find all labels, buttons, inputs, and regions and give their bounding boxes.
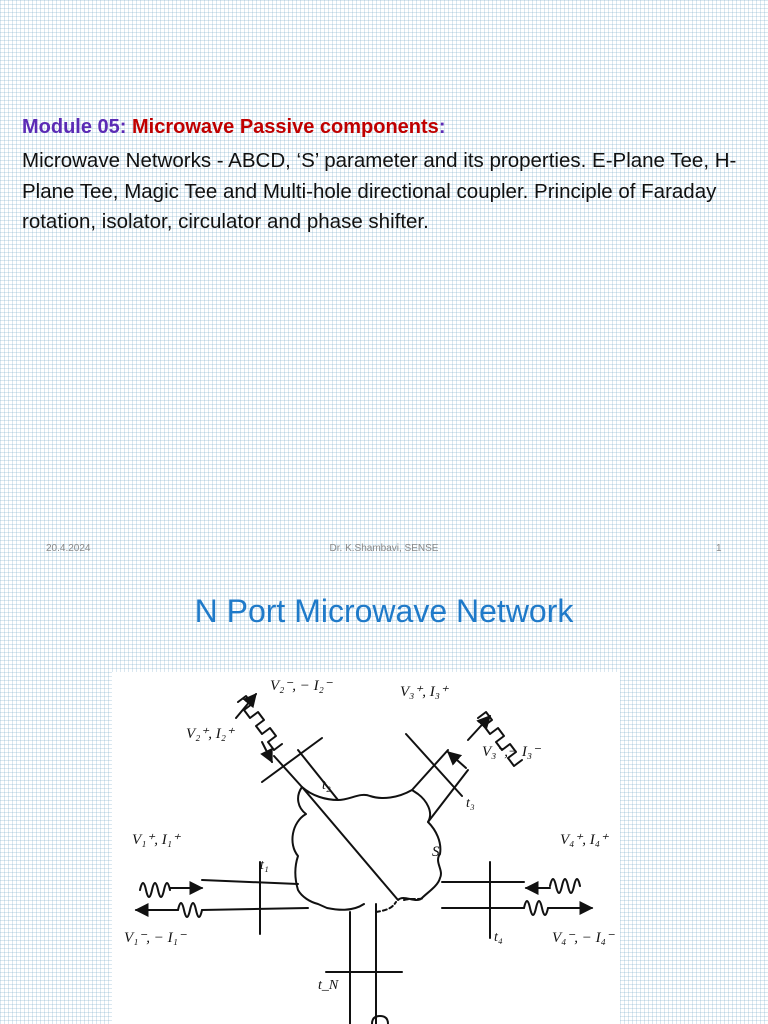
module-description: Microwave Networks - ABCD, ‘S’ parameter and its properties. E-Plane Tee, H-Plane Tee, Magic Tee and Multi-hole directional coupler. Principle of Faraday rotation, isolator, circulator and phase shifter.: [22, 149, 737, 233]
network-outline: [292, 787, 441, 910]
t2-label: t₂: [322, 778, 331, 793]
slide-2: [0, 576, 768, 1024]
port1-reflected-label: V₁⁻, − I₁⁻: [124, 930, 186, 946]
port2-incident-label: V₂⁺, I₂⁺: [186, 726, 234, 742]
port4-wave-reflected: [524, 901, 548, 915]
port3-reflected-label: V₃⁻,− I₃⁻: [482, 744, 541, 760]
port2-line-b: [298, 750, 338, 800]
port3-line-a: [412, 750, 448, 790]
port3-incident-arrow: [448, 752, 466, 768]
t3-label: t₃: [466, 796, 475, 811]
port4-incident-label: V₄⁺, I₄⁺: [560, 832, 608, 848]
module-title: Microwave Passive components: [132, 116, 439, 138]
module-heading: [22, 116, 445, 139]
module-label: Module 05:: [22, 116, 127, 138]
port1-line-a: [202, 880, 298, 884]
port2-wave: [238, 696, 282, 750]
portN-wave: [372, 1016, 388, 1024]
port1-line-b: [202, 908, 308, 910]
port1-wave-incident: [140, 883, 170, 897]
port3-incident-label: V₃⁺, I₃⁺: [400, 684, 448, 700]
footer-author: Dr. K.Shambavi, SENSE: [329, 543, 439, 554]
port2-line-a: [274, 756, 302, 787]
port1-wave-reflected: [178, 903, 202, 917]
n-port-network-diagram: [112, 672, 620, 1024]
port1-incident-label: V₁⁺, I₁⁺: [132, 832, 180, 848]
tN-label: t_N: [318, 978, 339, 993]
slide-title: N Port Microwave Network: [194, 593, 574, 629]
port4-wave-incident: [550, 879, 580, 893]
module-colon: :: [438, 116, 446, 138]
t1-label: t₁: [260, 858, 269, 873]
t4-label: t₄: [494, 930, 503, 945]
network-s-label: S: [432, 844, 440, 860]
footer-page-number: 1: [716, 543, 722, 554]
footer-date: 20.4.2024: [46, 543, 91, 554]
port4-reflected-label: V₄⁻, − I₄⁻: [552, 930, 614, 946]
port2-reflected-label: V₂⁻, − I₂⁻: [270, 678, 332, 694]
